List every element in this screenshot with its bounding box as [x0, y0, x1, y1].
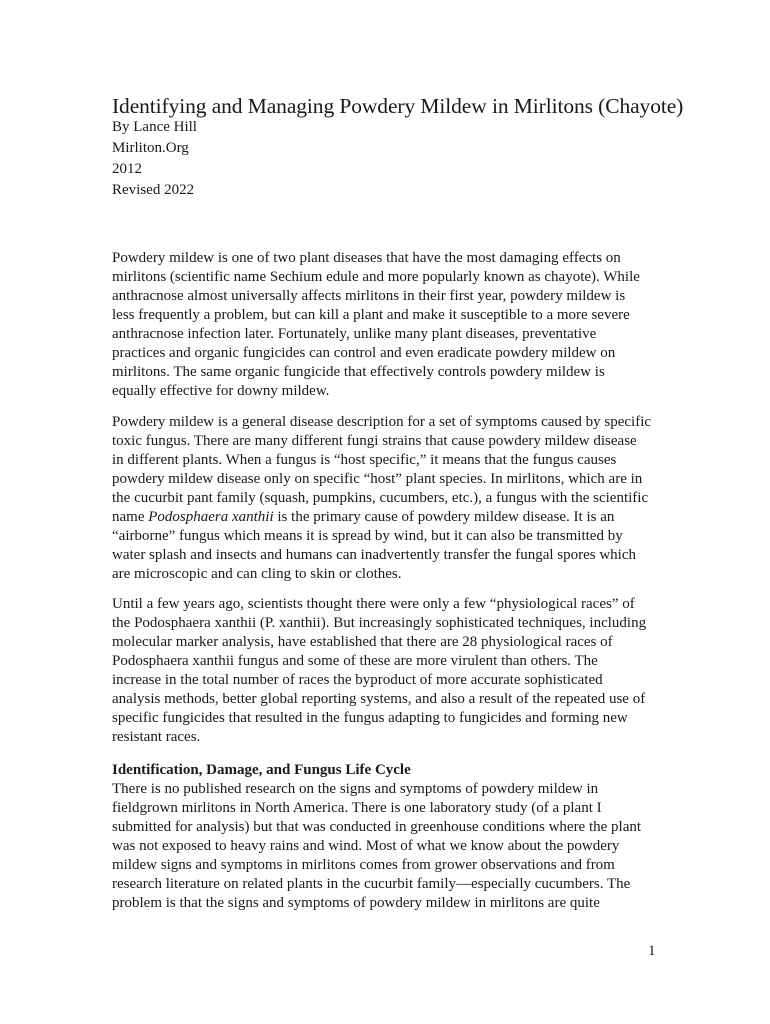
document-meta	[112, 117, 197, 201]
text-line: anthracnose infection later. Fortunately, unlike many plant diseases, preventative	[112, 326, 597, 342]
page-number: 1	[648, 943, 656, 959]
paragraph-intro	[112, 249, 672, 401]
text-line: are microscopic and can cling to skin or clothes.	[112, 566, 402, 582]
text-line: mirlitons (scientific name Sechium edule and more popularly known as chayote). While	[112, 269, 640, 285]
text-line: toxic fungus. There are many different fungi strains that cause powdery mildew disease	[112, 433, 637, 449]
text-line: water splash and insects and humans can inadvertently transfer the fungal spores which	[112, 547, 637, 563]
text-line: Powdery mildew is a general disease description for a set of symptoms caused by specific	[112, 414, 652, 430]
author-line: By Lance Hill	[112, 119, 197, 135]
text-line: analysis methods, better global reporting systems, and also a result of the repeated use of	[112, 691, 646, 707]
text-line: anthracnose almost universally affects mirlitons in their first year, powdery mildew is	[112, 288, 626, 304]
text-line: problem is that the signs and symptoms of powdery mildew in mirlitons are quite	[112, 895, 600, 911]
text-line: submitted for analysis) but that was conducted in greenhouse conditions where the plant	[112, 819, 642, 835]
text-line: resistant races.	[112, 729, 201, 745]
text-line: equally effective for downy mildew.	[112, 383, 330, 399]
text-line: research literature on related plants in the cucurbit family—especially cucumbers. The	[112, 876, 631, 892]
text-line: increase in the total number of races the byproduct of more accurate sophisticated	[112, 672, 603, 688]
text-line: specific fungicides that resulted in the fungus adapting to fungicides and forming new	[112, 710, 628, 726]
text-line: “airborne” fungus which means it is spread by wind, but it can also be transmitted by	[112, 528, 623, 544]
text-line: There is no published research on the signs and symptoms of powdery mildew in	[112, 781, 599, 797]
text-line: the cucurbit pant family (squash, pumpkins, cucumbers, etc.), a fungus with the scientific	[112, 490, 649, 506]
text-line: mirlitons. The same organic fungicide that effectively controls powdery mildew is	[112, 364, 605, 380]
text-line: Podosphaera xanthii fungus and some of these are more virulent than others. The	[112, 653, 598, 669]
revised-line: Revised 2022	[112, 182, 195, 198]
text-line: practices and organic fungicides can control and even eradicate powdery mildew on	[112, 345, 616, 361]
text-line: mildew signs and symptoms in mirlitons comes from grower observations and from	[112, 857, 615, 873]
text-line: fieldgrown mirlitons in North America. There is one laboratory study (of a plant I	[112, 800, 602, 816]
text-line: Until a few years ago, scientists thought there were only a few “physiological races” of	[112, 596, 635, 612]
year-line: 2012	[112, 161, 142, 177]
text-line-italic	[112, 508, 672, 527]
paragraph-identification	[112, 780, 672, 913]
text-line: less frequently a problem, but can kill a plant and make it susceptible to a more severe	[112, 307, 630, 323]
text-line: the Podosphaera xanthii (P. xanthii). But increasingly sophisticated techniques, including	[112, 615, 647, 631]
text-line: molecular marker analysis, have established that there are 28 physiological races of	[112, 634, 613, 650]
text-line: Powdery mildew is one of two plant diseases that have the most damaging effects on	[112, 250, 621, 266]
document-title: Identifying and Managing Powdery Mildew in Mirlitons (Chayote)	[112, 94, 684, 118]
section-heading: Identification, Damage, and Fungus Life Cycle	[112, 762, 411, 778]
paragraph-races	[112, 595, 672, 747]
line-prefix: name	[112, 509, 149, 525]
line-suffix: is the primary cause of powdery mildew disease. It is an	[273, 509, 615, 525]
text-line: was not exposed to heavy rains and wind. Most of what we know about the powdery	[112, 838, 620, 854]
organization-line: Mirliton.Org	[112, 140, 189, 156]
text-line: powdery mildew disease only on specific “host” plant species. In mirlitons, which are in	[112, 471, 643, 487]
paragraph-fungus	[112, 413, 672, 584]
scientific-name: Podosphaera xanthii	[148, 509, 274, 525]
text-line: in different plants. When a fungus is “host specific,” it means that the fungus causes	[112, 452, 617, 468]
